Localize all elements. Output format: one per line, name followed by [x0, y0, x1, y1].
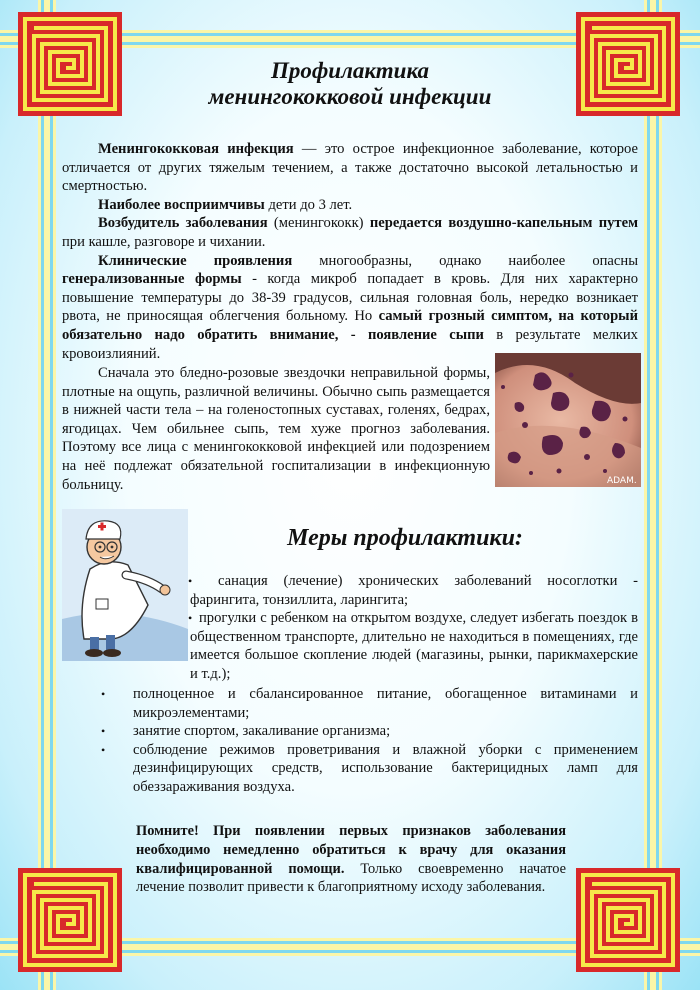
susceptible-text: дети до 3 лет. [264, 196, 353, 213]
right-border-rail [644, 0, 662, 990]
bullet-marker: • [101, 724, 106, 739]
clinical-text-2: - когда микроб попадает в кровь. Для них характерно повышение температуры до 38-39 градусов, сильная головная боль, нередко возникает рвота, не приносящая облегчения больному. Но [62, 271, 638, 325]
remember-note [136, 822, 566, 897]
main-symptom-term: самый грозный симптом, на который обязательно надо обратить внимание, - появление сыпи [62, 308, 638, 343]
list-item-text: полноценное и сбалансированное питание, обогащенное витаминами и микроэлементами; [133, 686, 638, 721]
prevention-title: Меры профилактики: [287, 525, 523, 551]
list-item [190, 572, 638, 609]
list-item [101, 685, 638, 722]
rash-photo-image [495, 353, 641, 487]
transmission-text: при кашле, разговоре и чихании. [62, 233, 266, 250]
definition-paragraph [62, 140, 638, 196]
clinical-paragraph [62, 252, 638, 364]
remember-bold-text: Помните! При появлении первых признаков заболевания необходимо немедленно обратиться к врачу для оказания квалифицированной помощи. [136, 823, 566, 877]
page-title [150, 58, 550, 110]
bullet-marker: • [188, 611, 193, 626]
bullet-marker: • [188, 574, 193, 588]
prevention-list-top [190, 572, 638, 684]
definition-term: Менингококковая инфекция [98, 141, 294, 157]
pathogen-paragraph [62, 214, 638, 251]
list-item [101, 722, 638, 741]
corner-ornament-bottom-left [18, 868, 122, 972]
transmission-term: передается воздушно-капельным путем [369, 215, 639, 232]
doctor-illustration [62, 509, 188, 661]
remember-text: Только своевременно начатое лечение позволит привести к благоприятному исходу заболевания. [136, 860, 567, 896]
clinical-text-3: в результате мелких кровоизлияний. [62, 326, 638, 362]
rash-photo [495, 353, 641, 487]
pathogen-term: Возбудитель заболевания [98, 215, 268, 232]
title-line-1: Профилактика [270, 58, 430, 83]
corner-ornament-top-right [576, 12, 680, 116]
definition-text: — это острое инфекционное заболевание, которое отличается от других тяжелым течением, а также достаточно высокой летальностью и смертностью. [62, 141, 638, 195]
photo-credit: ADAM. [607, 476, 637, 486]
bullet-marker: • [101, 742, 106, 757]
clinical-text-1: многообразны, однако наиболее опасны [292, 252, 638, 269]
corner-ornament-bottom-right [576, 868, 680, 972]
doctor-image [62, 509, 188, 661]
title-line-2: менингококковой инфекции [208, 84, 492, 109]
list-item-text: занятие спортом, закаливание организма; [133, 723, 391, 740]
corner-ornament-top-left [18, 12, 122, 116]
susceptible-paragraph [62, 196, 638, 215]
rash-paragraph: Сначала это бледно-розовые звездочки неправильной формы, плотные на ощупь, различной величины. Обычно сыпь размещается в нижней части тела – на голеностопных суставах, голенях, бедрах, ягодицах. Чем обильнее сыпь, тем хуже прогноз заболевания. Поэтому все лица с менингококковой инфекцией или подозрением на неё подлежат обязательной госпитализации в инфекционную больницу. [62, 365, 490, 493]
bullet-marker: • [101, 687, 106, 701]
clinical-term: Клинические проявления [98, 252, 293, 269]
susceptible-term: Наиболее восприимчивы [98, 196, 265, 213]
intro-text [62, 140, 638, 363]
list-item-text: соблюдение режимов проветривания и влажной уборки с применением дезинфицирующих средств, использование бактерицидных ламп для обеззараживания воздуха. [133, 741, 638, 795]
left-border-rail [38, 0, 56, 990]
list-item [101, 741, 638, 797]
pathogen-name: (менингококк) [267, 215, 370, 232]
generalized-forms-term: генерализованные формы [62, 271, 242, 288]
list-item-text: санация (лечение) хронических заболеваний носоглотки - фарингита, тонзиллита, ларингита; [190, 573, 638, 608]
list-item-text: прогулки с ребенком на открытом воздухе, следует избегать поездок в общественном транспорте, длительно не находиться в помещениях, где имеется большое скопление людей (магазины, рынки, парикмахерские и т.д.); [190, 610, 638, 682]
list-item [190, 609, 638, 683]
prevention-list-bottom [101, 685, 638, 797]
